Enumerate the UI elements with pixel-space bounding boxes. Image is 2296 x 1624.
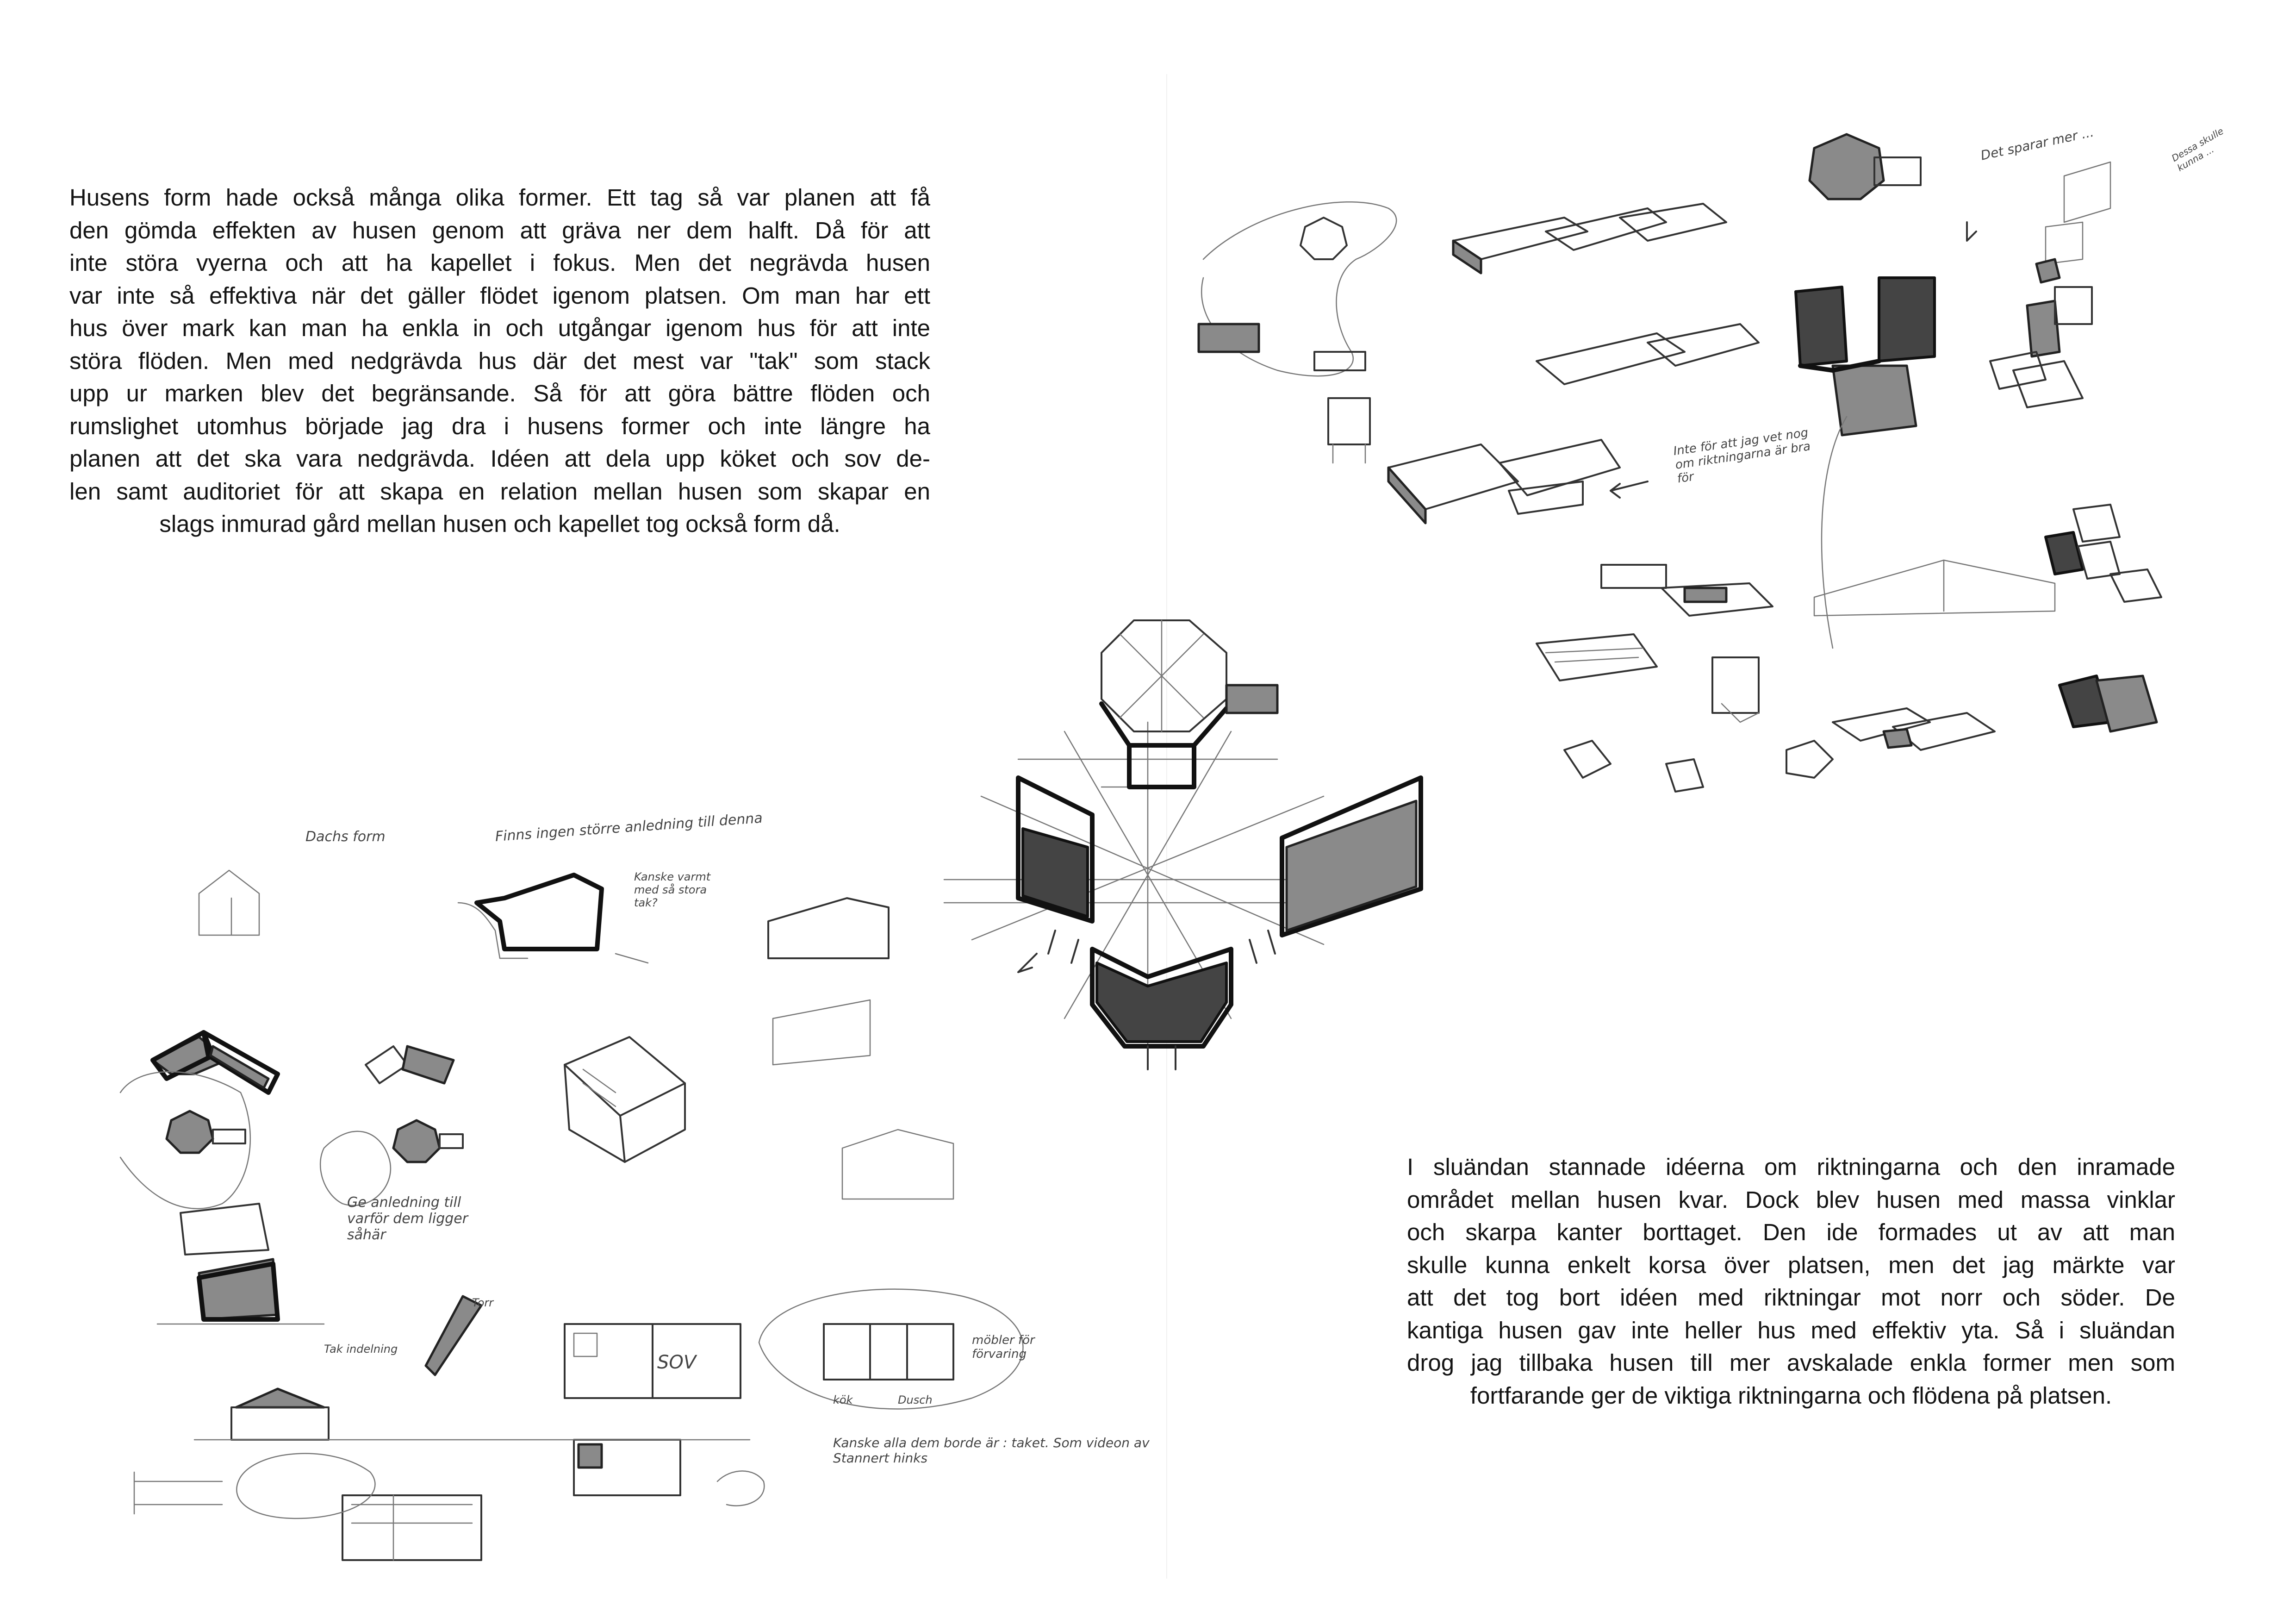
sketch-note: Ge anledning till varför dem ligger såhär xyxy=(347,1194,468,1243)
sketch-note: Kanske varmt med så stora tak? xyxy=(634,870,711,909)
text-line: den gömda effekten av husen genom att gräva ner dem halft. Då för att xyxy=(69,217,930,244)
text-line: och skarpa kanter borttaget. Den ide formades ut av att man xyxy=(1407,1219,2175,1245)
text-line: len samt auditoriet för att skapa en relation mellan husen som skapar en xyxy=(69,478,930,505)
sketch-note: kök xyxy=(833,1393,853,1406)
text-line: området mellan husen kvar. Dock blev husen med massa vinklar xyxy=(1407,1186,2175,1213)
text-line: I sluändan stannade idéerna om riktningarna och den inramade xyxy=(1407,1154,2175,1180)
text-line: skulle kunna enkelt korsa över platsen, men det jag märkte var xyxy=(1407,1251,2175,1278)
central-chapel-sketch xyxy=(944,620,1421,1069)
sketch-note: Det sparar mer ... xyxy=(1979,124,2095,163)
text-line: Husens form hade också många olika former. Ett tag så var planen att få xyxy=(69,184,930,211)
text-line: hus över mark kan man ha enkla in och utgångar igenom hus för att inte xyxy=(69,315,930,341)
text-line: kantiga husen gav inte heller hus med effektiv yta. Så i sluändan xyxy=(1407,1317,2175,1343)
sketch-note: Dachs form xyxy=(305,829,386,845)
text-line: rumslighet utomhus började jag dra i husens former och inte längre ha xyxy=(69,412,930,439)
text-line: fortfarande ger de viktiga riktningarna och flödena på platsen. xyxy=(1470,1382,2112,1409)
text-line: planen att det ska vara nedgrävda. Idéen att dela upp köket och sov de- xyxy=(69,445,930,472)
text-line: drog jag tillbaka husen till mer avskalade enkla former men som xyxy=(1407,1349,2175,1376)
text-line: inte störa vyerna och att ha kapellet i fokus. Men det negrävda husen xyxy=(69,250,930,276)
sketch-note: möbler för förvaring xyxy=(972,1333,1035,1361)
sketch-note: Torr xyxy=(472,1296,494,1309)
text-line: slags inmurad gård mellan husen och kapellet tog också form då. xyxy=(159,511,840,537)
sketch-note: Inte för att jag vet nog om riktningarna är bra för xyxy=(1672,425,1811,486)
text-line: att det tog bort idéen med riktningar mot norr och söder. De xyxy=(1407,1284,2175,1311)
text-line: störa flöden. Men med nedgrävda hus där det mest var "tak" som stack xyxy=(69,347,930,374)
sketch-note: Tak indelning xyxy=(324,1343,398,1355)
sketch-note: Kanske alla dem borde är : taket. Som videon av Stannert hinks xyxy=(833,1435,1150,1466)
sketch-note: Finns ingen större anledning till denna xyxy=(494,810,763,845)
text-line: upp ur marken blev det begränsande. Så för att göra bättre flöden och xyxy=(69,380,930,406)
text-line: var inte så effektiva när det gäller flödet igenom platsen. Om man har ett xyxy=(69,282,930,309)
sketch-note: SOV xyxy=(657,1352,697,1373)
sketch-note: Dusch xyxy=(898,1393,933,1406)
sketch-note: Dessa skulle kunna ... xyxy=(2170,125,2226,174)
